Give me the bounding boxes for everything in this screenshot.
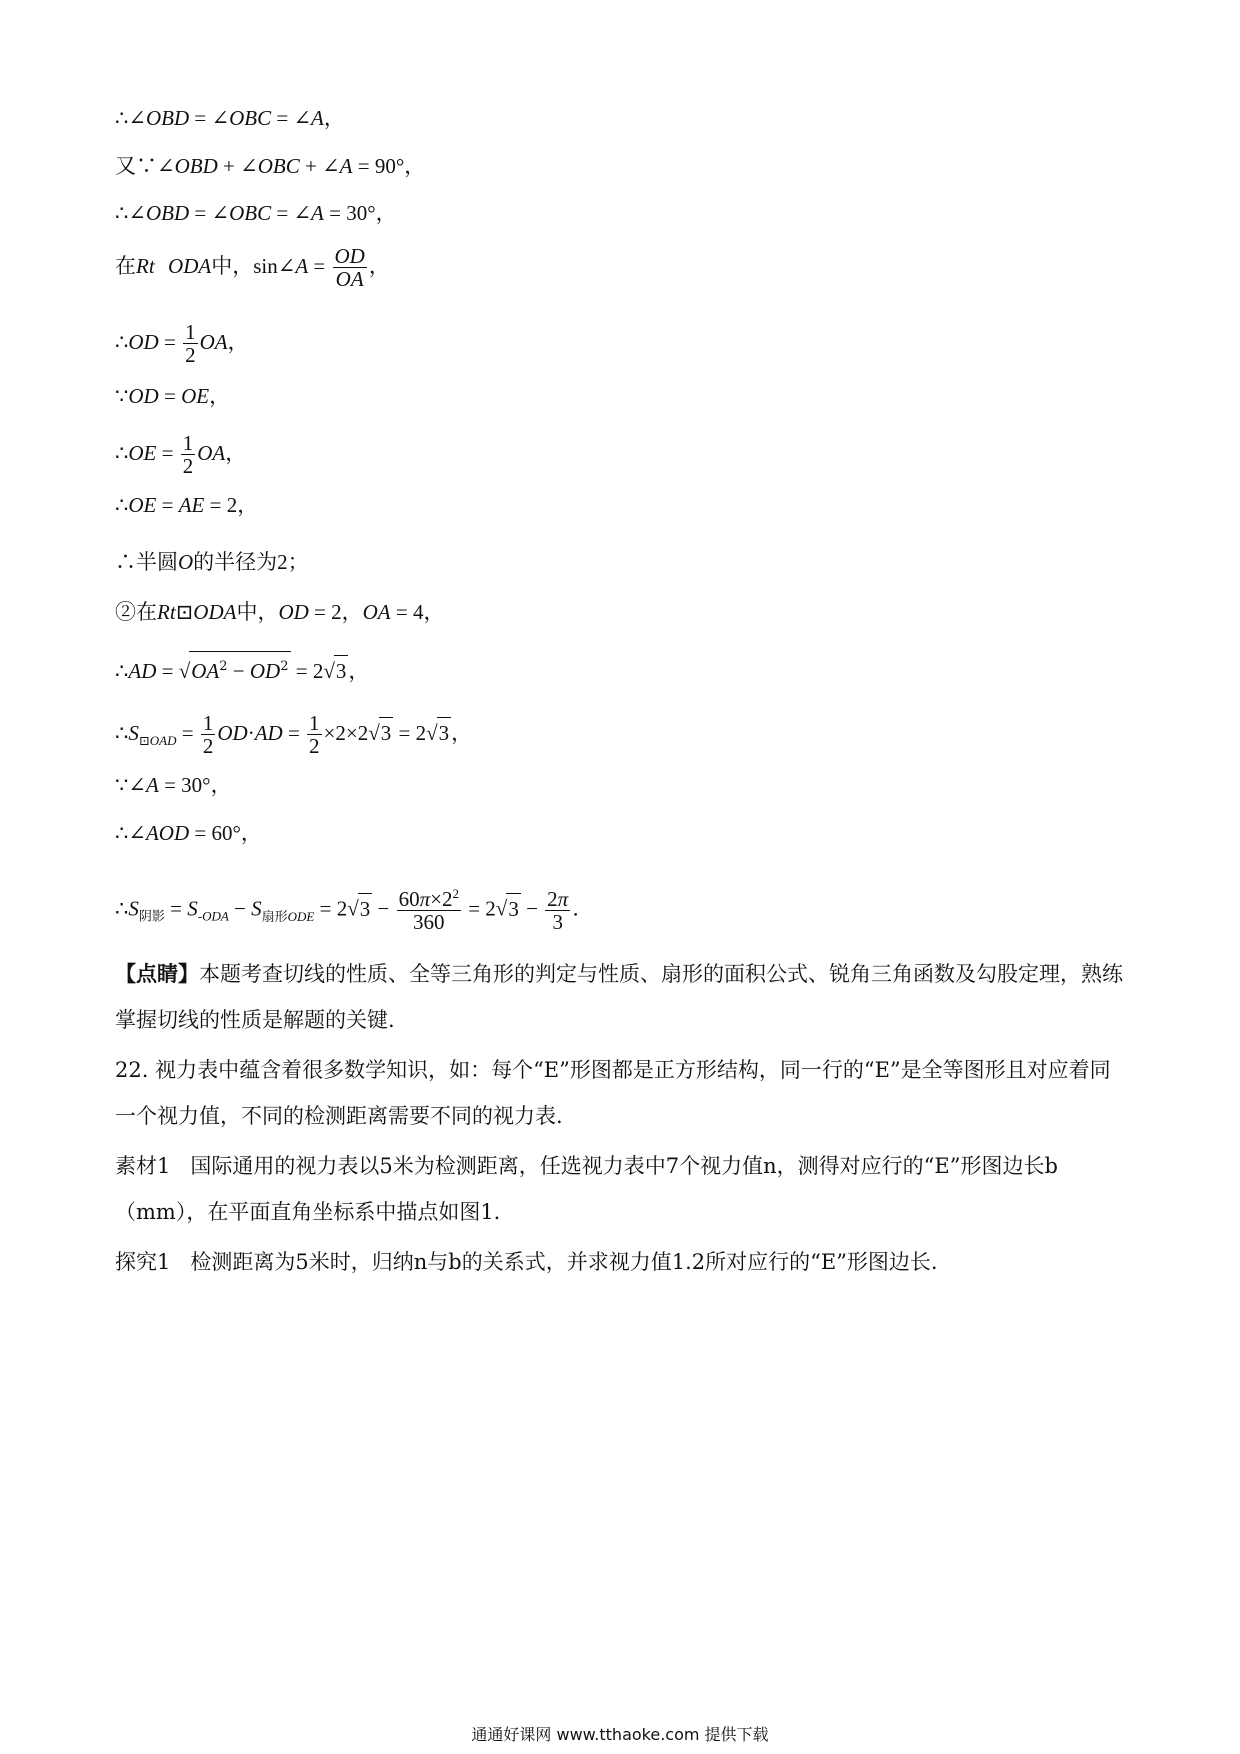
proof-step-4: 在Rt ODA中，sin∠A = $\frac{OD}{OA}$ ， <box>115 244 390 292</box>
proof-step-8: ∴OE = AE = 2， <box>115 493 259 517</box>
proof-step-5: ∴OD = $\frac{1}{2}$ OA， <box>115 320 249 368</box>
proof-step-12: $\therefore S_{⊡OAD}$ = $\frac{1}{2}$ OD·AD = $\frac{1}{2}$ ×2×2√3 = 2√3， <box>115 711 473 759</box>
comment-paragraph <box>115 951 1125 1043</box>
proof-step-11: ∴AD = $√OA^2 - OD^2 = 2√3$， <box>115 651 369 686</box>
proof-step-10: ②在Rt⊡ODA中，OD = 2，OA = 4， <box>115 600 445 624</box>
explore-1 <box>115 1239 1125 1285</box>
proof-step-15: $\therefore S_{阴影} = S_{-ODA} - S_{扇形ODE} = 2√3$ − $\frac{60\pi\times 2^2}{360}$ = 2√3 − $\frac{2\pi}{3}$ . <box>115 886 579 935</box>
proof-step-14: ∴∠AOD = 60°， <box>115 821 262 845</box>
proof-step-2: 又∵∠OBD + ∠OBC + ∠A = 90°， <box>115 154 426 178</box>
comment-text: 本题考查切线的性质、全等三角形的判定与性质、扇形的面积公式、锐角三角函数及勾股定理，熟练掌握切线的性质是解题的关键. <box>115 962 1123 1032</box>
proof-step-7: ∴OE = $\frac{1}{2}$ OA， <box>115 431 247 479</box>
proof-step-1: ∴∠OBD = ∠OBC = ∠A， <box>115 106 345 130</box>
material-1-label: 素材1 <box>115 1154 171 1178</box>
proof-step-9: ∴半圆O的半径为2； <box>115 550 309 574</box>
explore-1-text: 检测距离为5米时，归纳n与b的关系式，并求视力值1.2所对应行的“E”形图边长. <box>190 1250 938 1274</box>
material-1 <box>115 1143 1125 1235</box>
material-1-text: 国际通用的视力表以5米为检测距离，任选视力表中7个视力值n，测得对应行的“E”形图边长b（mm），在平面直角坐标系中描点如图1. <box>115 1154 1058 1224</box>
comment-label: 【点睛】 <box>115 961 199 986</box>
explore-1-label: 探究1 <box>115 1250 171 1274</box>
proof-step-6: ∵OD = OE， <box>115 384 231 408</box>
page-footer: 通通好课网 www.tthaoke.com 提供下载 <box>471 1725 769 1744</box>
proof-step-3: ∴∠OBD = ∠OBC = ∠A = 30°， <box>115 201 397 225</box>
problem-22-intro: 22. 视力表中蕴含着很多数学知识，如：每个“E”形图都是正方形结构，同一行的“E”是全等图形且对应着同一个视力值，不同的检测距离需要不同的视力表. <box>115 1058 1111 1128</box>
proof-step-13: ∵∠A = 30°， <box>115 773 232 797</box>
